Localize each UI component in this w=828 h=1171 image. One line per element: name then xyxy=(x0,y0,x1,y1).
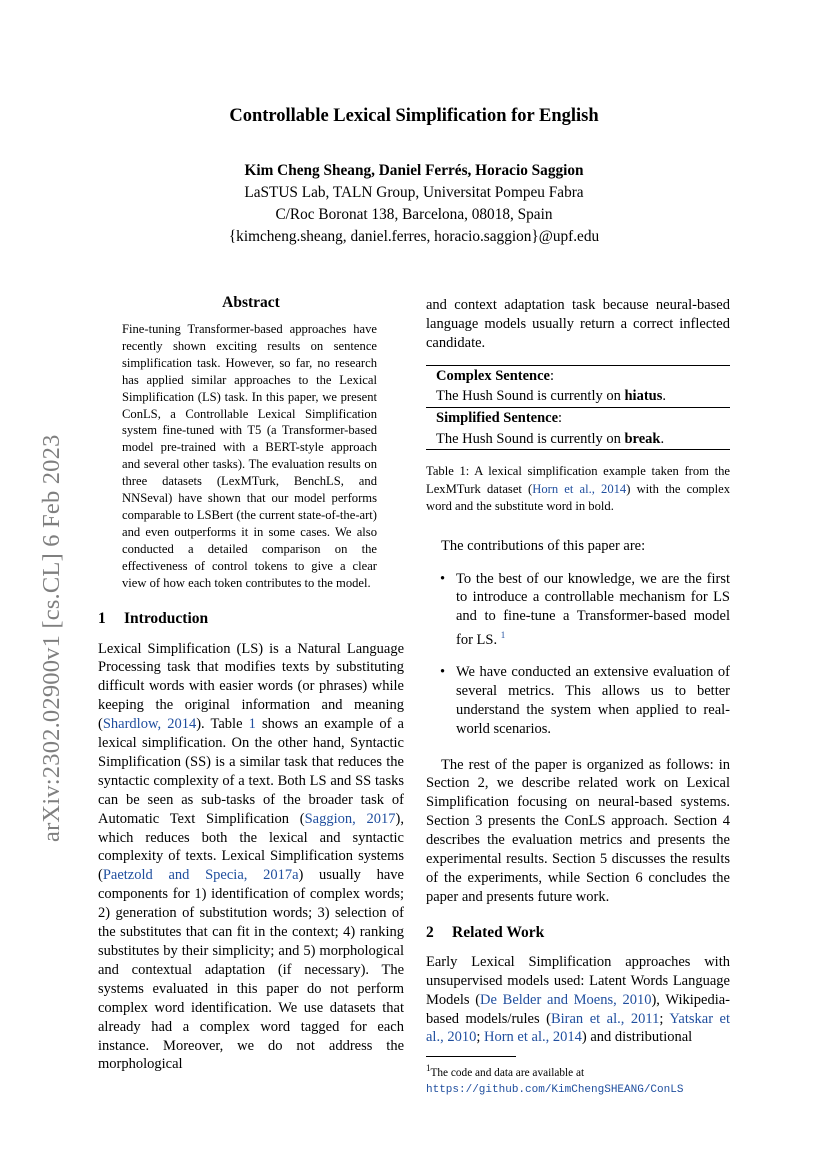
table-row: The Hush Sound is currently on hiatus. xyxy=(436,388,666,405)
section-title: Related Work xyxy=(452,923,545,941)
section-number: 2 xyxy=(426,923,434,941)
related-work-paragraph: Early Lexical Simplification approaches with unsupervised models used: Latent Words Language Models (De Belder and Moens, 2010), Wikipedia-based models/rules (Biran et al., 2011; Yatskar et al., 2010; Horn et al., 2014) and distributional xyxy=(426,953,730,1046)
organization-paragraph: The rest of the paper is organized as follows: in Section 2, we describe related work on Lexical Simplification focusing on neural-based systems. Section 3 presents the ConLS approach. Section 4 describes the evaluation metrics and presents the experimental results. Section 5 discusses the results of the experiments, while Section 6 concludes the paper and presents future work. xyxy=(426,756,730,905)
citation-link[interactable]: Yatskar et al., 2010 xyxy=(426,1010,730,1046)
citation-link[interactable]: Paetzold and Specia, 2017a xyxy=(102,867,299,884)
footnote: $^1$The code and data are available at https://github.com/KimChengSHEANG/ConLS xyxy=(426,1063,684,1096)
table-row: The Hush Sound is currently on break. xyxy=(436,430,665,447)
abstract-text: Fine-tuning Transformer-based approaches have recently shown exciting results on sentence simplification task. However, so far, no research has applied similar approaches to the Lexical Simplification (LS) task. In this paper, we present ConLS, a Controllable Lexical Simplification system fine-tuned with T5 (a Transformer-based model pre-trained with a BERT-style approach and several other tasks). The evaluation results on three datasets (LexMTurk, BenchLS, and NNSeval) have shown that our model performs comparable to LSBert (the current state-of-the-art) and even outperforms it in some cases. We also conducted a detailed comparison on the effectiveness of control tokens to give a clear view of how each token contributes to the model. xyxy=(122,322,377,590)
bullet-icon: • xyxy=(440,663,446,680)
bullet-icon: • xyxy=(440,570,446,587)
table-reference-link[interactable]: 1 xyxy=(248,716,256,733)
arxiv-identifier[interactable]: arXiv:2302.02900v1 [cs.CL] 6 Feb 2023 xyxy=(38,434,65,842)
left-column xyxy=(98,294,404,1074)
citation-link[interactable]: Shardlow, 2014 xyxy=(102,716,197,733)
section-heading-related-work xyxy=(426,924,730,942)
citation-link[interactable]: De Belder and Moens, 2010 xyxy=(480,991,652,1008)
author-affiliation: LaSTUS Lab, TALN Group, Universitat Pompeu Fabra xyxy=(244,184,584,201)
citation-link[interactable]: Horn et al., 2014 xyxy=(532,481,627,496)
citation-link[interactable]: Horn et al., 2014 xyxy=(484,1029,582,1046)
list-item: • To the best of our knowledge, we are the first to introduce a controllable mechanism for LS and to fine-tune a Transformer-based model for LS. $^1$ xyxy=(440,570,730,649)
section-number: 1 xyxy=(98,609,106,627)
continuation-paragraph: and context adaptation task because neural-based language models usually return a correct inflected candidate. xyxy=(426,297,730,351)
list-item: • We have conducted an extensive evaluation of several metrics. This allows us to better understand the system when applied to real-world scenarios. xyxy=(440,663,730,737)
table-row: Complex Sentence: xyxy=(436,367,554,384)
contributions-list xyxy=(426,570,730,739)
author-address: C/Roc Boronat 138, Barcelona, 08018, Spain xyxy=(275,206,553,223)
citation-link[interactable]: Saggion, 2017 xyxy=(304,810,396,827)
right-column xyxy=(426,296,730,1098)
paper-title: Controllable Lexical Simplification for English xyxy=(229,106,599,126)
table-caption: Table 1: A lexical simplification example taken from the LexMTurk dataset (Horn et al., 2014) with the complex word and the substitute word in bold. xyxy=(426,464,730,514)
section-title: Introduction xyxy=(124,609,209,627)
introduction-paragraph: Lexical Simplification (LS) is a Natural Language Processing task that modifies texts by substituting difficult words with easier words (or phrases) while keeping the original information and meaning (Shardlow, 2014). Table 1 shows an example of a lexical simplification. On the other hand, Syntactic Simplification (SS) is a similar task that reduces the syntactic complexity of a text. Both LS and SS tasks can be seen as sub-tasks of the broader task of Automatic Text Simplification (Saggion, 2017), which reduces both the lexical and syntactic complexity of texts. Lexical Simplification systems (Paetzold and Specia, 2017a) usually have components for 1) identification of complex words; 2) generation of substitution words; 3) selection of the substitutes that can fit in the context; 4) ranking substitutes by their simplicity; and 5) morphological and contextual adaptation (if necessary). The systems evaluated in this paper do not perform complex word identification. We use datasets that already had a complex word tagged for each instance. Moreover, we do not address the morphological xyxy=(98,640,404,1073)
citation-link[interactable]: Biran et al., 2011 xyxy=(550,1010,660,1027)
github-link[interactable]: https://github.com/KimChengSHEANG/ConLS xyxy=(426,1083,684,1096)
section-heading-introduction xyxy=(98,610,404,628)
author-names: Kim Cheng Sheang, Daniel Ferrés, Horacio Saggion xyxy=(244,162,584,179)
abstract-heading: Abstract xyxy=(222,294,280,311)
footnote-marker[interactable]: 1 xyxy=(500,630,506,641)
author-email[interactable]: {kimcheng.sheang, daniel.ferres, horacio.saggion}@upf.edu xyxy=(228,228,600,245)
example-table xyxy=(426,365,730,450)
author-block xyxy=(0,160,828,248)
substitute-word: break xyxy=(624,430,661,447)
contributions-intro: The contributions of this paper are: xyxy=(441,537,646,554)
table-row: Simplified Sentence: xyxy=(426,407,730,429)
complex-word: hiatus xyxy=(624,388,663,405)
footnote-divider xyxy=(426,1056,516,1057)
